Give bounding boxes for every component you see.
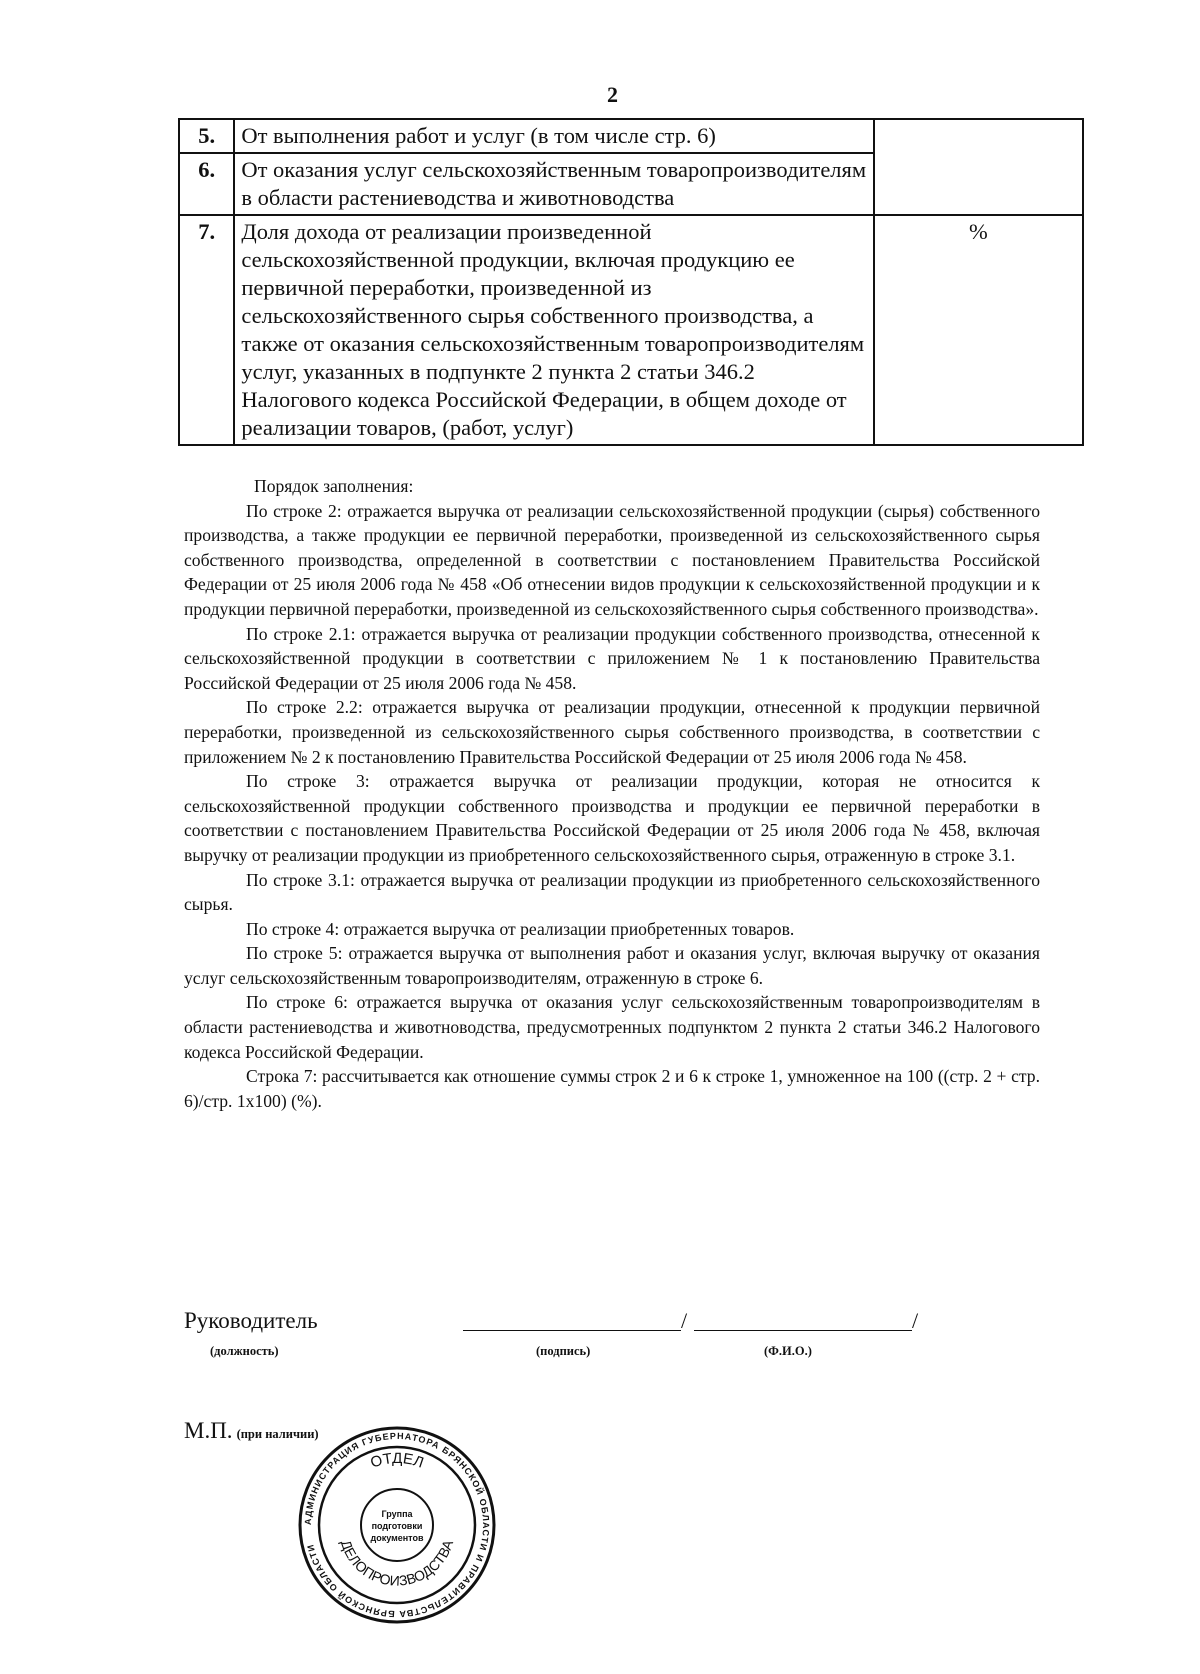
name-line — [694, 1330, 912, 1331]
seal-center-line: подготовки — [371, 1521, 423, 1531]
instruction-paragraph: Строка 7: рассчитывается как отношение суммы строк 2 и 6 к строке 1, умноженное на 100 ((стр. 2 + стр. 6)/стр. 1х100) (%). — [184, 1066, 1040, 1111]
instruction-paragraph: По строке 2.2: отражается выручка от реализации продукции, отнесенной к продукции первичной переработки, произведенной из сельскохозяйственного сырья собственного производства, в соответствии с приложением № 2 к постановлению Правительства Российской Федерации от 25 июля 2006 года № 458. — [184, 697, 1040, 767]
page-number: 2 — [607, 82, 618, 107]
instruction-paragraph: По строке 2: отражается выручка от реализации сельскохозяйственной продукции (сырья) собственного производства, а также продукции ее первичной переработки, произведенной из сельскохозяйственного сырья собственного производства, определенной в соответствии с постановлением Правительства Российской Федерации от 25 июля 2006 года № 458 «Об отнесении видов продукции к сельскохозяйственной продукции и к продукции первичной переработки, произведенной из сельскохозяйственного сырья собственного производства». — [184, 500, 1040, 619]
revenue-table — [178, 118, 1084, 446]
row-value: % — [874, 215, 1083, 445]
table-row — [179, 215, 1083, 445]
row-number: 6. — [179, 153, 234, 215]
stamp-place-label: М.П. — [184, 1418, 233, 1443]
row-number: 7. — [179, 215, 234, 445]
row-value — [874, 119, 1083, 215]
row-description: Доля дохода от реализации произведенной сельскохозяйственной продукции, включая продукцию ее первичной переработки, произведенной из сельскохозяйственного сырья собственного производства, а также от оказания сельскохозяйственным товаропроизводителям услуг, указанных в подпункте 2 пункта 2 статьи 346.2 Налогового кодекса Российской Федерации, в общем доходе от реализации товаров, (работ, услуг) — [234, 215, 873, 445]
instructions-heading: Порядок заполнения: — [254, 476, 414, 496]
seal-center-line: Группа — [381, 1509, 413, 1519]
signature-block — [184, 1308, 984, 1368]
official-seal — [297, 1425, 497, 1625]
row-description: От оказания услуг сельскохозяйственным товаропроизводителям в области растениеводства и животноводства — [234, 153, 873, 215]
instruction-paragraph: По строке 5: отражается выручка от выполнения работ и оказания услуг, включая выручку от оказания услуг сельскохозяйственным товаропроизводителям, отраженную в строке 6. — [184, 943, 1040, 988]
caption-name: (Ф.И.О.) — [764, 1344, 812, 1358]
instruction-paragraph: По строке 3.1: отражается выручка от реализации продукции из приобретенного сельскохозяйственного сырья. — [184, 869, 1040, 915]
seal-top-text: ОТДЕЛ — [368, 1450, 426, 1472]
stamp-place-note: (при наличии) — [236, 1427, 319, 1441]
signature-separator: / — [912, 1308, 919, 1333]
seal-outer-text: АДМИНИСТРАЦИЯ ГУБЕРНАТОРА БРЯНСКОЙ ОБЛАСТИ И ПРАВИТЕЛЬСТВА БРЯНСКОЙ ОБЛАСТИ — [302, 1430, 492, 1620]
caption-signature: (подпись) — [536, 1344, 591, 1358]
instruction-paragraph: По строке 4: отражается выручка от реализации приобретенных товаров. — [246, 918, 795, 939]
table-row — [179, 119, 1083, 153]
seal-center-line: документов — [370, 1533, 424, 1543]
row-number: 5. — [179, 119, 234, 153]
seal-side-text: ДЕЛОПРОИЗВОДСТВА — [337, 1537, 457, 1589]
signature-separator: / — [681, 1308, 688, 1333]
instruction-paragraph: По строке 6: отражается выручка от оказания услуг сельскохозяйственным товаропроизводителям в области растениеводства и животноводства, предусмотренных подпунктом 2 пункта 2 статьи 346.2 Налогового кодекса Российской Федерации. — [184, 992, 1040, 1062]
signature-line — [463, 1330, 681, 1331]
row-description: От выполнения работ и услуг (в том числе стр. 6) — [234, 119, 873, 153]
caption-position: (должность) — [210, 1344, 279, 1358]
instruction-paragraph: По строке 2.1: отражается выручка от реализации продукции собственного производства, отнесенной к сельскохозяйственной продукции в соответствии с приложением № 1 к постановлению Правительства Российской Федерации от 25 июля 2006 года № 458. — [184, 623, 1040, 693]
signature-role: Руководитель — [184, 1308, 318, 1333]
filling-instructions — [184, 474, 1040, 1113]
instruction-paragraph: По строке 3: отражается выручка от реализации продукции, которая не относится к сельскохозяйственной продукции собственного производства и продукции ее первичной переработки в соответствии с постановлением Правительства Российской Федерации от 25 июля 2006 года № 458, включая выручку от реализации продукции из приобретенного сельскохозяйственного сырья, отраженную в строке 3.1. — [184, 771, 1040, 865]
